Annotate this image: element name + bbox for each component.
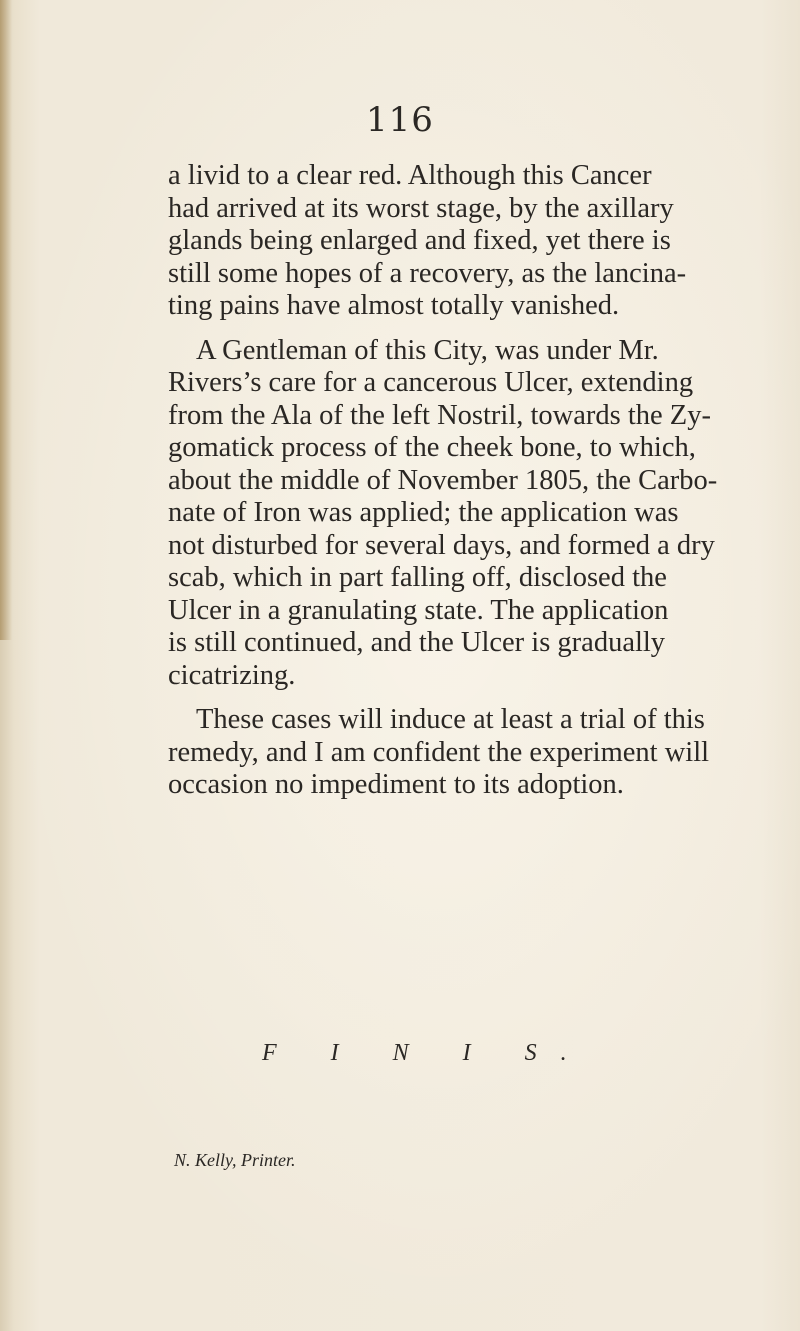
text-line: remedy, and I am confident the experiment will bbox=[168, 736, 710, 768]
printer-imprint: N. Kelly, Printer. bbox=[174, 1150, 296, 1170]
text-line: glands being enlarged and fixed, yet there is bbox=[168, 225, 671, 256]
finis-heading: F I N I S. bbox=[262, 1040, 591, 1066]
text-line: still some hopes of a recovery, as the lancina- bbox=[168, 257, 687, 289]
text-line: not disturbed for several days, and formed a dry bbox=[168, 529, 715, 561]
text-line: scab, which in part falling off, disclosed the bbox=[168, 562, 667, 593]
text-line: about the middle of November 1805, the Carbo- bbox=[168, 464, 718, 496]
text-line: gomatick process of the cheek bone, to which, bbox=[168, 432, 696, 463]
text-line: cicatrizing. bbox=[168, 659, 296, 691]
text-line: occasion no impediment to its adoption. bbox=[168, 769, 624, 800]
text-line: A Gentleman of this City, was under Mr. bbox=[196, 334, 659, 366]
body-text bbox=[168, 160, 733, 802]
text-line: from the Ala of the left Nostril, towards the Zy- bbox=[168, 399, 711, 431]
paragraph-2 bbox=[168, 335, 733, 693]
text-line: is still continued, and the Ulcer is gradually bbox=[168, 627, 666, 658]
page-number: 116 bbox=[366, 100, 434, 140]
text-line: nate of Iron was applied; the application was bbox=[168, 497, 679, 528]
page-edge-stain bbox=[0, 0, 12, 640]
text-line: had arrived at its worst stage, by the axillary bbox=[168, 192, 674, 224]
paragraph-3 bbox=[168, 704, 733, 802]
text-line: ting pains have almost totally vanished. bbox=[168, 290, 620, 321]
text-line: a livid to a clear red. Although this Cancer bbox=[168, 160, 652, 191]
text-line: Ulcer in a granulating state. The application bbox=[168, 594, 669, 626]
paragraph-1 bbox=[168, 160, 733, 323]
text-line: Rivers’s care for a cancerous Ulcer, extending bbox=[168, 367, 694, 398]
text-line: These cases will induce at least a trial of this bbox=[196, 704, 705, 735]
